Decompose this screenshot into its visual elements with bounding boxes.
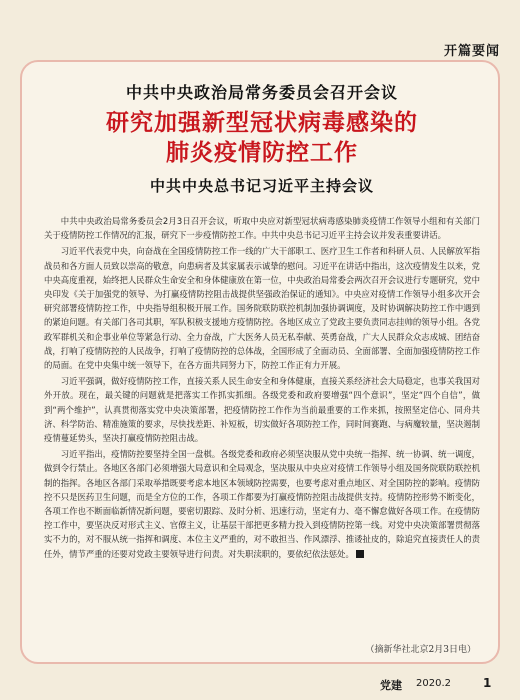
section-label: 开篇要闻 xyxy=(443,44,500,59)
article-subtitle: 中共中央总书记习近平主持会议 xyxy=(149,177,374,195)
article-kicker: 中共中央政治局常务委员会召开会议 xyxy=(125,83,398,102)
page-number: 1 xyxy=(483,676,492,690)
paragraph xyxy=(44,447,480,561)
paragraph: 习近平代表党中央，向奋战在全国疫情防控工作一线的广大干部职工、医疗卫生工作者和科研人员、人民解放军指战员和各方面人员致以崇高的敬意，向患病者及其家属表示诚挚的慰问。习近平在讲话中指出，这次疫情发生以来，党中央高度重视，始终把人民群众生命安全和身体健康放在第一位，中央政治局常委会两次召开会议进行专题研究，党中央印发《关于加强党的领导、为打赢疫情防控阻击战提供坚强政治保证的通知》。中央应对疫情工作领导小组多次开会研究部署疫情防控工作，中央指导组积极开展工作。国务院联防联控机制加强协调调度，及时协调解决防控工作中遇到的紧迫问题。有关部门各司其职，军队积极支援地方疫情防控。各地区成立了党政主要负责同志挂帅的领导小组。各党政军群机关和企事业单位等紧急行动、全力奋战，广大医务人员无私奉献、英勇奋战，广大人民群众众志成城、团结奋战，打响了疫情防控的人民战争，打响了疫情防控的总体战，全国形成了全面动员、全面部署、全面加强疫情防控工作的局面。在党中央集中统一领导下，在各方面共同努力下，防控工作正有力开展。 xyxy=(44,246,480,371)
paragraph: 习近平强调，做好疫情防控工作，直接关系人民生命安全和身体健康，直接关系经济社会大局稳定，也事关我国对外开放。现在，最关键的问题就是把落实工作抓实抓细。各级党委和政府要增强“四个意识”，坚定“四个自信”，做到“两个维护”，认真贯彻落实党中央决策部署，把疫情防控工作作为当前最重要的工作来抓，按照坚定信心、同舟共济、科学防治、精准施策的要求，尽快找差距、补短板，切实做好各项防控工作，同时间赛跑、与病魔较量，坚决遏制疫情蔓延势头，坚决打赢疫情防控阻击战。 xyxy=(44,376,480,444)
footer-magazine-name: 党建 xyxy=(380,679,402,692)
page-header xyxy=(0,0,520,62)
paragraph: 中共中央政治局常务委员会2月3日召开会议，听取中央应对新型冠状病毒感染肺炎疫情工作领导小组和有关部门关于疫情防控工作情况的汇报，研究下一步疫情防控工作。中共中央总书记习近平主持会议并发表重要讲话。 xyxy=(44,216,480,241)
article-title-line-1: 研究加强新型冠状病毒感染的 xyxy=(106,110,418,136)
article-source: （摘新华社北京2月3日电） xyxy=(365,645,476,655)
page-footer xyxy=(0,668,520,700)
article-body xyxy=(44,214,480,561)
article-title xyxy=(22,108,502,168)
end-mark-icon xyxy=(356,550,364,558)
title-block xyxy=(22,82,502,196)
footer-issue: 2020.2 xyxy=(416,678,451,689)
article-frame xyxy=(20,60,500,664)
paragraph-text: 习近平指出，疫情防控要坚持全国一盘棋。各级党委和政府必须坚决服从党中央统一指挥、统一协调、统一调度，做到令行禁止。各地区各部门必须增强大局意识和全局观念，坚决服从中央应对疫情工作领导小组及国务院联防联控机制的指挥。各地区各部门采取举措既要考虑本地区本领域防控需要，也要考虑对重点地区、对全国防控的影响。疫情防控不只是医药卫生问题，而是全方位的工作，各项工作都要为打赢疫情防控阻击战提供支持。疫情防控形势不断变化，各项工作也不断面临新情况新问题，要密切跟踪、及时分析、迅速行动，坚定有力、毫不懈怠做好各项工作。在疫情防控工作中，要坚决反对形式主义、官僚主义，让基层干部把更多精力投入到疫情防控第一线。对党中央决策部署贯彻落实不力的，对不服从统一指挥和调度、本位主义严重的，对不敢担当、作风漂浮、推诿扯皮的，除追究直接责任人的责任外，情节严重的还要对党政主要领导进行问责。对失职渎职的，要依纪依法惩处。 xyxy=(44,449,480,559)
article-title-line-2: 肺炎疫情防控工作 xyxy=(166,140,358,166)
